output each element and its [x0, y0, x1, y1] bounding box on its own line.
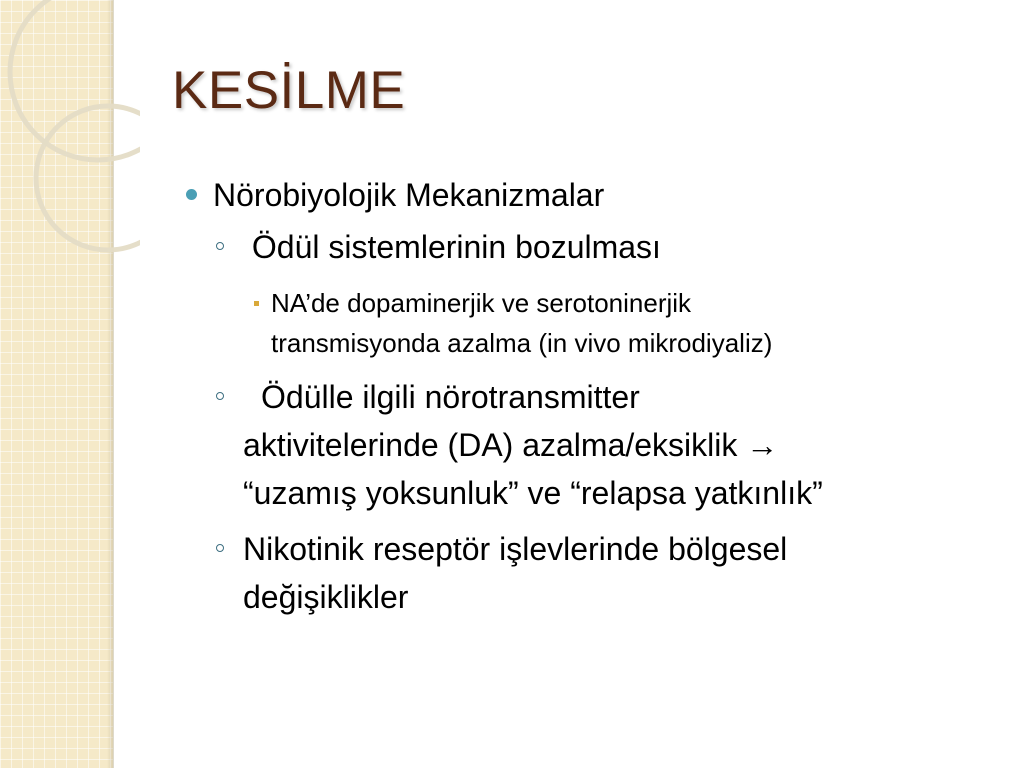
hollow-circle-icon [216, 544, 224, 552]
sub-bullet-line-1: Ödülle ilgili nörotransmitter [261, 379, 640, 415]
sub-bullet-line-1: Nikotinik reseptör işlevlerinde bölgesel [243, 531, 788, 567]
sub-bullet-line-3: “uzamış yoksunluk” ve “relapsa yatkınlık” [243, 475, 823, 511]
sub-sub-bullet-line-1: NA’de dopaminerjik ve serotoninerjik [271, 288, 692, 318]
sub-bullet-text [243, 525, 963, 621]
sub-bullet-line-2: değişiklikler [243, 579, 409, 615]
sub-sub-bullet-text [271, 283, 961, 363]
sub-bullet-line-2: aktivitelerinde (DA) azalma/eksiklik → [243, 427, 779, 463]
sub-bullet-text: Ödül sistemlerinin bozulması [243, 229, 661, 265]
bullet-text: Nörobiyolojik Mekanizmalar [213, 177, 605, 213]
small-square-icon [254, 301, 259, 306]
sub-bullet-text [216, 373, 936, 517]
filled-circle-icon [186, 189, 197, 200]
hollow-circle-icon [216, 242, 224, 250]
slide-title: KESİLME [172, 61, 406, 120]
sub-sub-bullet-line-2: transmisyonda azalma (in vivo mikrodiyaliz) [271, 328, 773, 358]
